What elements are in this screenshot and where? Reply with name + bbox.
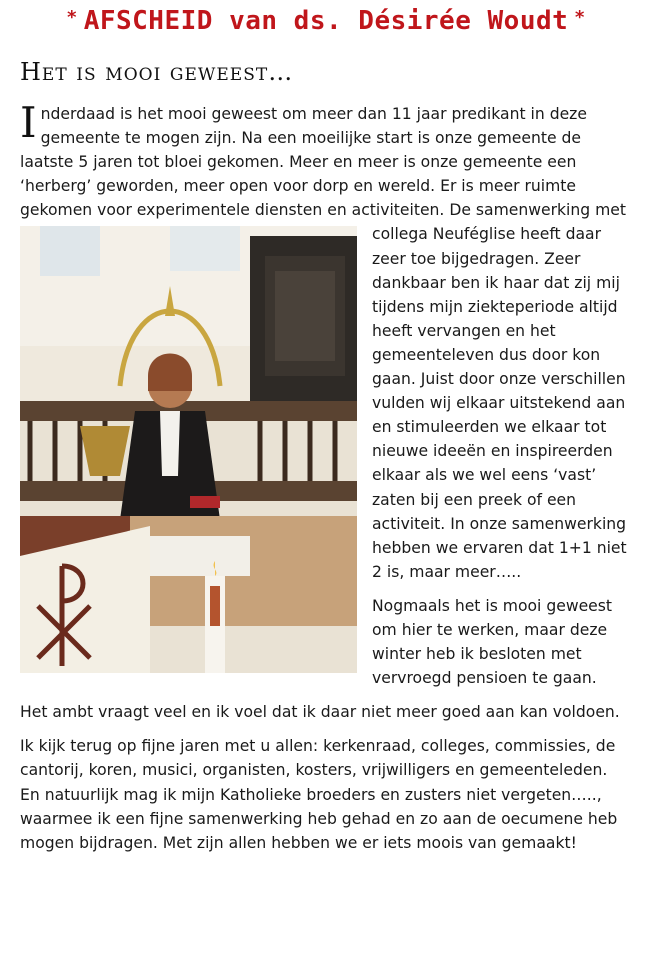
minister-photo: [20, 226, 357, 673]
article-title: [0, 6, 652, 36]
paragraph-2: Nogmaals het is mooi geweest om hier te werken, maar deze winter heb ik besloten met vervroegd pensioen te gaan.: [372, 596, 613, 688]
paragraph-1: [20, 98, 630, 584]
title-star-right: *: [574, 7, 586, 28]
paragraph-1-text-end: zeer toe bijgedragen. Zeer dankbaar ben ik haar dat zij mij tijdens mijn ziekteperiode altijd heeft vervangen en het gemeenteleven dus door kon gaan. Juist door onze verschillen vulden wij elkaar uitstekend aan en stimuleerden we elkaar tot nieuwe ideeën en inspireerden elkaar als we wel eens ‘vast’ zaten bij een preek of een activiteit. In onze samenwerking hebben we ervaren dat 1+1 niet 2 is, maar meer…..: [372, 249, 627, 581]
title-text: AFSCHEID van ds. Désirée Woudt: [83, 6, 569, 36]
paragraph-3: Het ambt vraagt veel en ik voel dat ik daar niet meer goed aan kan voldoen.: [20, 703, 620, 722]
title-star-left: *: [66, 7, 78, 28]
paragraph-4: Ik kijk terug op fijne jaren met u allen: kerkenraad, colleges, commissies, de cantorij, koren, musici, organisten, kosters, vrijwilligers en gemeenteleden. En natuurlijk mag ik mijn Katholieke broeders en zusters niet vergeten….., waarmee ik een fijne samenwerking heb gehad en zo aan de oecumene heb mogen bijdragen. Met zijn allen hebben we er iets moois van gemaakt!: [20, 737, 618, 852]
article-subtitle: Het is mooi geweest…: [20, 58, 294, 86]
article-body: [20, 98, 630, 865]
paragraph-1-text-start: nderdaad is het mooi geweest om meer dan 11 jaar predikant in deze gemeente te mogen zijn. Na een moeilijke start is onze gemeente de laatste 5 jaren tot bloei gekomen. Meer en meer is onze gemeente een ‘herberg’ geworden, meer open voor dorp en wereld. Er is meer ruimte gekomen voor experimentele diensten en activiteiten. De samenwerking met collega Neuféglise heeft daar: [20, 105, 627, 244]
drop-cap: I: [20, 98, 37, 147]
